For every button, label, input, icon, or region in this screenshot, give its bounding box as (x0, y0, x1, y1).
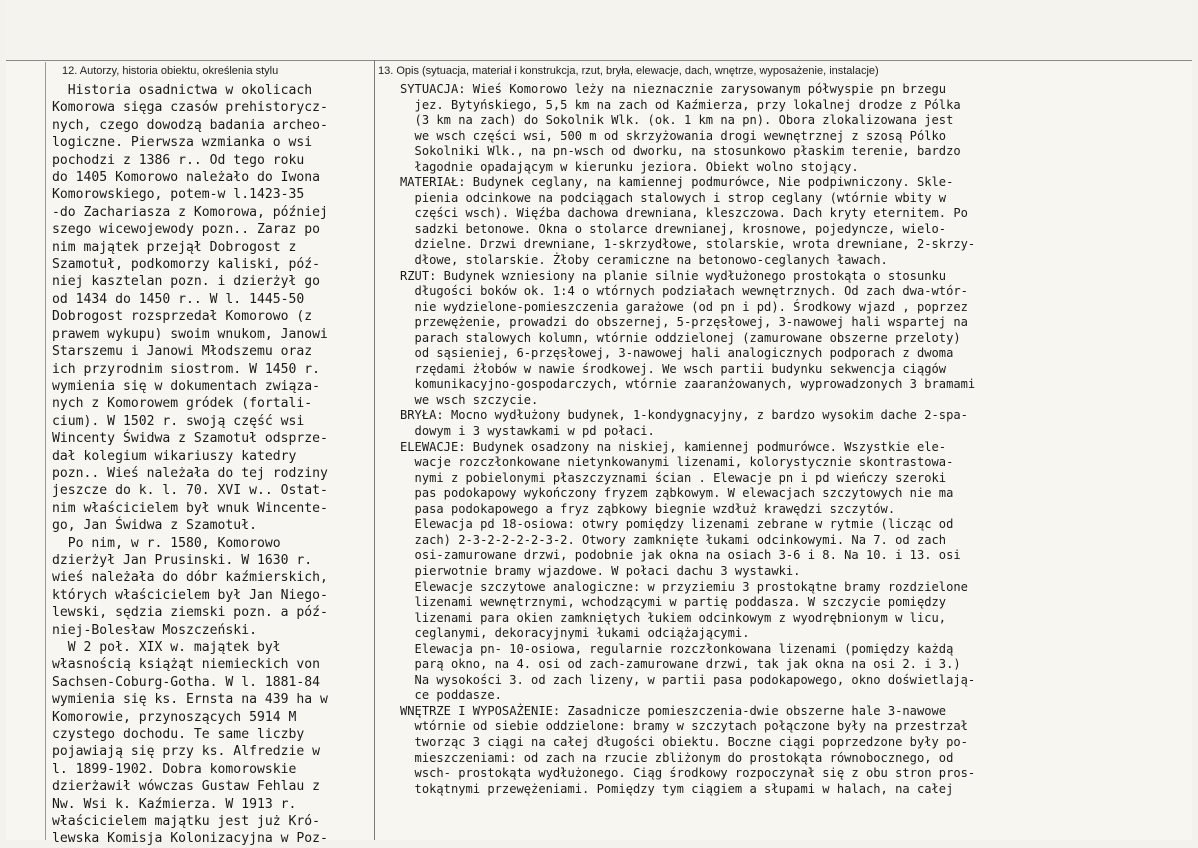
description-text (400, 82, 1198, 797)
history-text-line: jeszcze do k. l. 70. XVI w.. Ostat- (52, 483, 328, 499)
history-text-line: Po nim, w r. 1580, Komorowo (52, 535, 281, 551)
description-text-line: tworząc 3 ciągi na całej długości obiektu. Boczne ciągi poprzedzone były po- (400, 734, 968, 749)
description-text-line: długości boków ok. 1:4 o wtórnych podziałach wewnętrznych. Od zach dwa-wtór- (400, 284, 968, 299)
history-text-line: logiczne. Pierwsza wzmianka o wsi (52, 135, 313, 151)
history-text-line: własnością książąt niemieckich von (52, 657, 321, 673)
header-rule (6, 60, 1192, 61)
description-text-line: Elewacje szczytowe analogiczne: w przyziemiu 3 prostokątne bramy rozdzielone (400, 579, 968, 594)
form-sheet (6, 0, 1192, 847)
history-text-line: Starszemu i Janowi Młodszemu oraz (52, 344, 313, 360)
section-13-header: 13. Opis (sytuacja, materiał i konstrukcja, rzut, bryła, elewacje, dach, wnętrze, wyposażenie, instalacje) (378, 65, 879, 77)
history-text-line: -do Zachariasza z Komorowa, później (52, 204, 328, 220)
description-text-line: BRYŁA: Mocno wydłużony budynek, 1-kondygnacyjny, z bardzo wysokim dache 2-spa- (400, 408, 968, 423)
history-text-line: W 2 poł. XIX w. majątek był (52, 640, 281, 655)
description-text-line: parach stalowych kolumn, wtórnie oddzielonej (zamurowane obszerne przeloty) (400, 330, 961, 345)
history-text-line: wymienia się ks. Ernsta na 439 ha w (52, 692, 328, 708)
description-text-line: ELEWACJE: Budynek osadzony na niskiej, kamiennej podmurówce. Wszystkie ele- (400, 439, 947, 454)
history-text-line: l. 1899-1902. Dobra komorowskie (52, 761, 297, 777)
description-text-line: zach) 2-3-2-2-2-2-3-2. Otwory zamknięte łukami odcinkowymi. Na 7. od zach (400, 532, 947, 547)
description-text-line: przewężenie, prowadzi do obszernej, 5-przęsłowej, 3-nawowej hali wspartej na (400, 315, 968, 330)
description-text-line: od sąsieniej, 6-przęsłowej, 3-nawowej hali analogicznych podporach z dwoma (400, 346, 954, 361)
history-text-line: właścicielem majątku jest już Kró- (52, 814, 321, 830)
description-text-line: tokątnymi przewężeniami. Pomiędzy tym ciągiem a słupami w halach, na całej (400, 781, 954, 796)
history-text-line: Sachsen-Coburg-Gotha. W l. 1881-84 (52, 674, 321, 690)
history-text-line: do 1405 Komorowo należało do Iwona (52, 170, 321, 186)
description-text-line: we wsch części wsi, 500 m od skrzyżowania drogi wewnętrznej z szosą Pólko (400, 128, 947, 143)
description-text-line: pasa podokapowego a fryz ząbkowy biegnie wzdłuż krawędzi szczytów. (400, 501, 896, 516)
history-text-line: wieś należała do dóbr kaźmierskich, (52, 570, 328, 586)
history-text-line: nim majątek przejął Dobrogost z (52, 239, 297, 255)
description-text-line: komunikacyjno-gospodarczych, wtórnie zaaranżowanych, wyprowadzonych 3 bramami (400, 377, 976, 392)
history-text-line: Nw. Wsi k. Kaźmierza. W 1913 r. (52, 796, 297, 812)
description-text-line: lizenami wewnętrznymi, wchodzącymi w partię poddasza. W szczycie pomiędzy (400, 595, 947, 610)
history-text-line: nim właścicielem był wnuk Wincente- (52, 500, 328, 516)
history-text-line: niej kasztelan pozn. i dzierżył go (52, 274, 321, 290)
history-text-line: dzierżył Jan Prusinski. W 1630 r. (52, 552, 313, 568)
history-text-line: których właścicielem był Jan Niego- (52, 587, 328, 603)
description-text-line: MATERIAŁ: Budynek ceglany, na kamiennej podmurówce, Nie podpiwniczony. Skle- (400, 175, 954, 190)
description-text-line: ce poddasze. (400, 688, 502, 703)
history-text-line: Komorowie, przynoszących 5914 M (52, 709, 297, 725)
history-text-line: lewski, sędzia ziemski pozn. a póź- (52, 605, 328, 621)
history-text-line: dzierżawił wówczas Gustaw Fehlau z (52, 779, 321, 795)
description-text-line: nymi z pobielonymi płaszczyznami ścian . Elewacje pn i pd wieńczy szeroki (400, 470, 947, 485)
history-text-line: dał kolegium wikariuszy katedry (52, 448, 297, 464)
description-text-line: RZUT: Budynek wzniesiony na planie silnie wydłużonego prostokąta o stosunku (400, 268, 947, 283)
left-margin-rule (45, 62, 46, 840)
description-text-line: dzielne. Drzwi drewniane, 1-skrzydłowe, stolarskie, wrota drewniane, 2-skrzy- (400, 237, 976, 252)
history-text-line: go, Jan Świdwa z Szamotuł. (52, 518, 257, 534)
history-text-line: Komorowskiego, potem-w l.1423-35 (52, 187, 305, 203)
history-text-line: nych z Komorowem gródek (fortali- (52, 396, 313, 412)
top-margin (6, 0, 1192, 60)
history-text-line: pochodzi z 1386 r.. Od tego roku (52, 152, 305, 168)
history-text-line: lewska Komisja Kolonizacyjna w Poz- (52, 831, 328, 847)
description-text-line: wacje rozczłonkowane nietynkowanymi lizenami, kolorystycznie skontrastowa- (400, 455, 954, 470)
description-text-line: WNĘTRZE I WYPOSAŻENIE: Zasadnicze pomieszczenia-dwie obszerne hale 3-nawowe (400, 703, 947, 718)
description-text-line: we wsch szczycie. (400, 392, 539, 407)
history-text-line: niej-Bolesław Moszczeński. (52, 622, 257, 638)
history-text-line: Szamotuł, podkomorzy kaliski, póź- (52, 257, 321, 273)
history-text-line: Historia osadnictwa w okolicach (52, 83, 313, 98)
description-text-line: jez. Bytyńskiego, 5,5 km na zach od Kaźmierza, przy lokalnej drodze z Pólka (400, 97, 961, 112)
description-text-line: rzędami żłobów w nawie środkowej. We wsch partii budynku sekwencja ciągów (400, 361, 947, 376)
description-text-line: nie wydzielone-pomieszczenia garażowe (od pn i pd). Środkowy wjazd , poprzez (400, 299, 968, 314)
history-text-line: nych, czego dowodzą badania archeo- (52, 117, 328, 133)
description-text-line: wsch- prostokąta wydłużonego. Ciąg środkowy rozpoczynał się z obu stron pros- (400, 766, 976, 781)
description-text-line: Na wysokości 3. od zach lizeny, w partii pasa podokapowego, okno doświetlają- (400, 672, 976, 687)
description-text-line: dowym i 3 wystawkami w pd połaci. (400, 424, 655, 439)
description-text-line: części wsch). Więźba dachowa drewniana, kleszczowa. Dach kryty eternitem. Po (400, 206, 968, 221)
history-text-line: prawem wykupu) swoim wnukom, Janowi (52, 326, 328, 342)
description-text-line: Elewacja pn- 10-osiowa, regularnie rozczłonkowana lizenami (pomiędzy każdą (400, 641, 954, 656)
history-text-line: cium). W 1502 r. swoją część wsi (52, 413, 305, 429)
column-divider (374, 60, 375, 840)
history-text-line: pozn.. Wieś należała do tej rodziny (52, 465, 328, 481)
history-text-line: szego wicewojewody pozn.. Zaraz po (52, 222, 321, 238)
description-text-line: osi-zamurowane drzwi, podobnie jak okna na osiach 3-6 i 8. Na 10. i 13. osi (400, 548, 961, 563)
description-text-line: Sokolniki Wlk., na pn-wsch od dworku, na stosunkowo płaskim terenie, bardzo (400, 144, 961, 159)
history-text-line: Dobrogost rozsprzedał Komorowo (z (52, 309, 313, 325)
description-text-line: ceglanymi, dekoracyjnymi łukami odciążającymi. (400, 626, 750, 641)
description-text-line: mieszczeniami: od zach na rzucie zbliżonym do prostokąta równobocznego, od (400, 750, 954, 765)
description-text-line: parą okno, na 4. osi od zach-zamurowane drzwi, tak jak okna na osi 2. i 3.) (400, 657, 961, 672)
description-text-line: pierwotnie bramy wjazdowe. W połaci dachu 3 wystawki. (400, 563, 801, 578)
history-text (52, 82, 372, 848)
history-text-line: czystego dochodu. Te same liczby (52, 727, 305, 743)
description-text-line: sadzki betonowe. Okna o stolarce drewnianej, krosnowe, pojedyncze, wielo- (400, 221, 947, 236)
history-text-line: ich przyrodnim siostrom. W 1450 r. (52, 361, 321, 377)
description-text-line: dłowe, stolarskie. Żłoby ceramiczne na betonowo-ceglanych ławach. (400, 253, 888, 268)
description-text-line: wtórnie od siebie oddzielone: bramy w szczytach połączone były na przestrzał (400, 719, 968, 734)
section-12-header: 12. Autorzy, historia obiektu, określenia stylu (62, 65, 279, 77)
history-text-line: pojawiają się przy ks. Alfredzie w (52, 744, 321, 760)
description-text-line: łagodnie opadającym w kierunku jeziora. Obiekt wolno stojący. (400, 159, 859, 174)
history-text-line: od 1434 do 1450 r.. W l. 1445-50 (52, 291, 305, 307)
description-text-line: (3 km na zach) do Sokolnik Wlk. (ok. 1 km na pn). Obora zlokalizowana jest (400, 113, 954, 128)
description-text-line: pas podokapowy wykończony fryzem ząbkowym. W elewacjach szczytowych nie ma (400, 486, 954, 501)
description-text-line: lizenami para okien zamkniętych łukiem odcinkowym z wyodrębnionym w licu, (400, 610, 947, 625)
history-text-line: Komorowa sięga czasów prehistorycz- (52, 100, 328, 116)
description-text-line: SYTUACJA: Wieś Komorowo leży na nieznacznie zarysowanym półwyspie pn brzegu (400, 82, 947, 96)
history-text-line: Wincenty Świdwa z Szamotuł odsprze- (52, 431, 328, 447)
description-text-line: pienia odcinkowe na podciągach stalowych i strop ceglany (wtórnie wbity w (400, 190, 947, 205)
description-text-line: Elewacja pd 18-osiowa: otwry pomiędzy lizenami zebrane w rytmie (licząc od (400, 517, 954, 532)
history-text-line: wymienia się w dokumentach związa- (52, 378, 321, 394)
